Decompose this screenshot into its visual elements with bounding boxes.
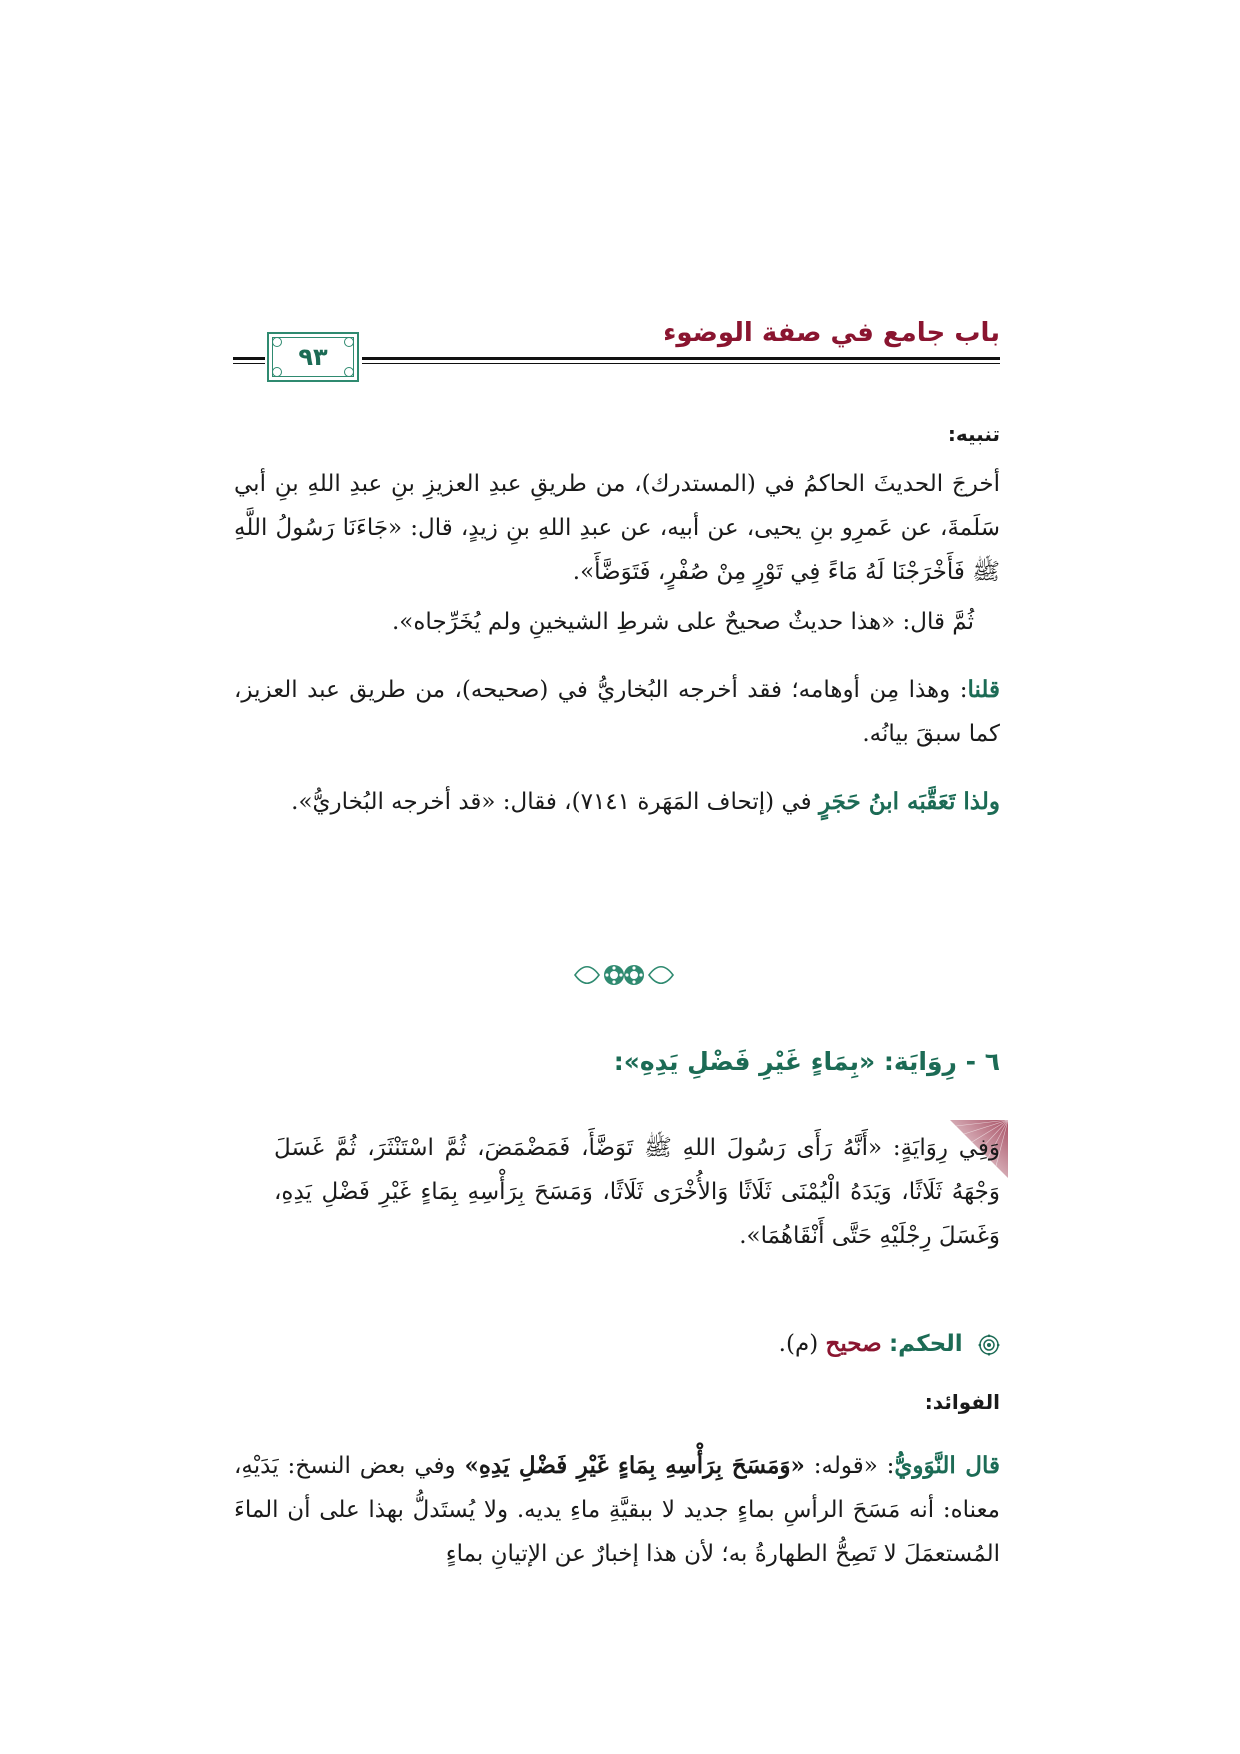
hukm-value: صحيح (825, 1330, 882, 1357)
narration-block (274, 1126, 1000, 1258)
paragraph (234, 600, 1000, 644)
nawawi-lead: قال النَّوَويُّ (894, 1452, 1000, 1479)
tanbih-label: تنبيه: (947, 422, 1000, 446)
tanbih-paragraph-4: في (إتحاف المَهَرة ٧١٤١)، فقال: «قد أخرجه البُخاريُّ». (291, 789, 819, 815)
tanbih-paragraph-3: : وهذا مِن أوهامه؛ فقد أخرجه البُخاريُّ في (صحيحه)، من طريق عبد العزيز، كما سبقَ بيانُه. (234, 677, 1000, 747)
nawawi-commentary: وفي بعض النسخ: يَدَيْهِ، معناه: أنه مَسَحَ الرأسِ بماءٍ جديد لا ببقيَّةِ ماءِ يديه. ولا يُستَدلُّ بهذا على أن الماءَ المُستعمَلَ لا تَصِحُّ الطهارةُ به؛ لأن هذا إخبارٌ عن الإتيانِ بماءٍ (234, 1453, 1000, 1567)
paragraph (234, 780, 1000, 824)
ornament-divider-icon (569, 958, 679, 992)
paragraph (234, 462, 1000, 594)
page-number-frame (267, 332, 359, 382)
page-number: ٩٣ (298, 343, 328, 371)
running-title: باب جامع في صفة الوضوء (663, 318, 1000, 348)
tanbih-paragraph-1: أخرجَ الحديثَ الحاكمُ في (المستدرك)، من طريقِ عبدِ العزيزِ بنِ عبدِ اللهِ بنِ أبي سَلَمةَ، عن عَمرِو بنِ يحيى، عن أبيه، عن عبدِ اللهِ بنِ زيدٍ، قال: «جَاءَنَا رَسُولُ اللَّهِ ﷺ فَأَخْرَجْنَا لَهُ مَاءً فِي تَوْرٍ مِنْ صُفْرٍ، فَتَوَضَّأَ». (234, 471, 1000, 585)
nawawi-quoted-hadith: «وَمَسَحَ بِرَأْسِهِ بِمَاءٍ غَيْرِ فَضْلِ يَدِهِ» (464, 1452, 805, 1479)
header-rule-thin (362, 363, 1000, 364)
fawaid-heading-block (234, 1380, 1000, 1424)
hukm-source: (م). (778, 1331, 826, 1357)
hukm-row (779, 1330, 1000, 1357)
fawaid-label: الفوائد: (924, 1390, 1000, 1414)
tanbih-paragraph-2: ثُمَّ قال: «هذا حديثٌ صحيحٌ على شرطِ الشيخينِ ولم يُخَرِّجاه». (392, 609, 974, 635)
header-rule-left-thin (233, 363, 265, 364)
flower-bullet-icon (978, 1334, 1000, 1356)
paragraph (234, 668, 1000, 756)
section-title (614, 1047, 1000, 1076)
header-rule-left (233, 357, 265, 360)
tanbih-heading-block (234, 412, 1000, 456)
header-rule (362, 357, 1000, 360)
nawawi-quote-open: : «قوله: (804, 1453, 895, 1479)
narration-text: وَفِي رِوَايَةٍ: «أَنَّهُ رَأَى رَسُولَ اللهِ ﷺ تَوَضَّأَ، فَمَضْمَضَ، ثُمَّ اسْتَنْثَرَ، ثُمَّ غَسَلَ وَجْهَهُ ثَلَاثًا، وَيَدَهُ الْيُمْنَى ثَلَاثًا وَالأُخْرَى ثَلَاثًا، وَمَسَحَ بِرَأْسِهِ بِمَاءٍ غَيْرِ فَضْلِ يَدِهِ، وَغَسَلَ رِجْلَيْهِ حَتَّى أَنْقَاهُمَا». (274, 1135, 1000, 1249)
qulna-label: قلنا (967, 676, 1000, 703)
hukm-label: الحكم: (888, 1331, 963, 1357)
ibn-hajar-lead: ولذا تَعَقَّبَه ابنُ حَجَرٍ (818, 788, 1000, 815)
section-title-text: - رِوَايَة: «بِمَاءٍ غَيْرِ فَضْلِ يَدِهِ»: (613, 1047, 977, 1076)
section-number: ٦ (984, 1047, 1000, 1076)
paragraph (234, 1444, 1000, 1576)
